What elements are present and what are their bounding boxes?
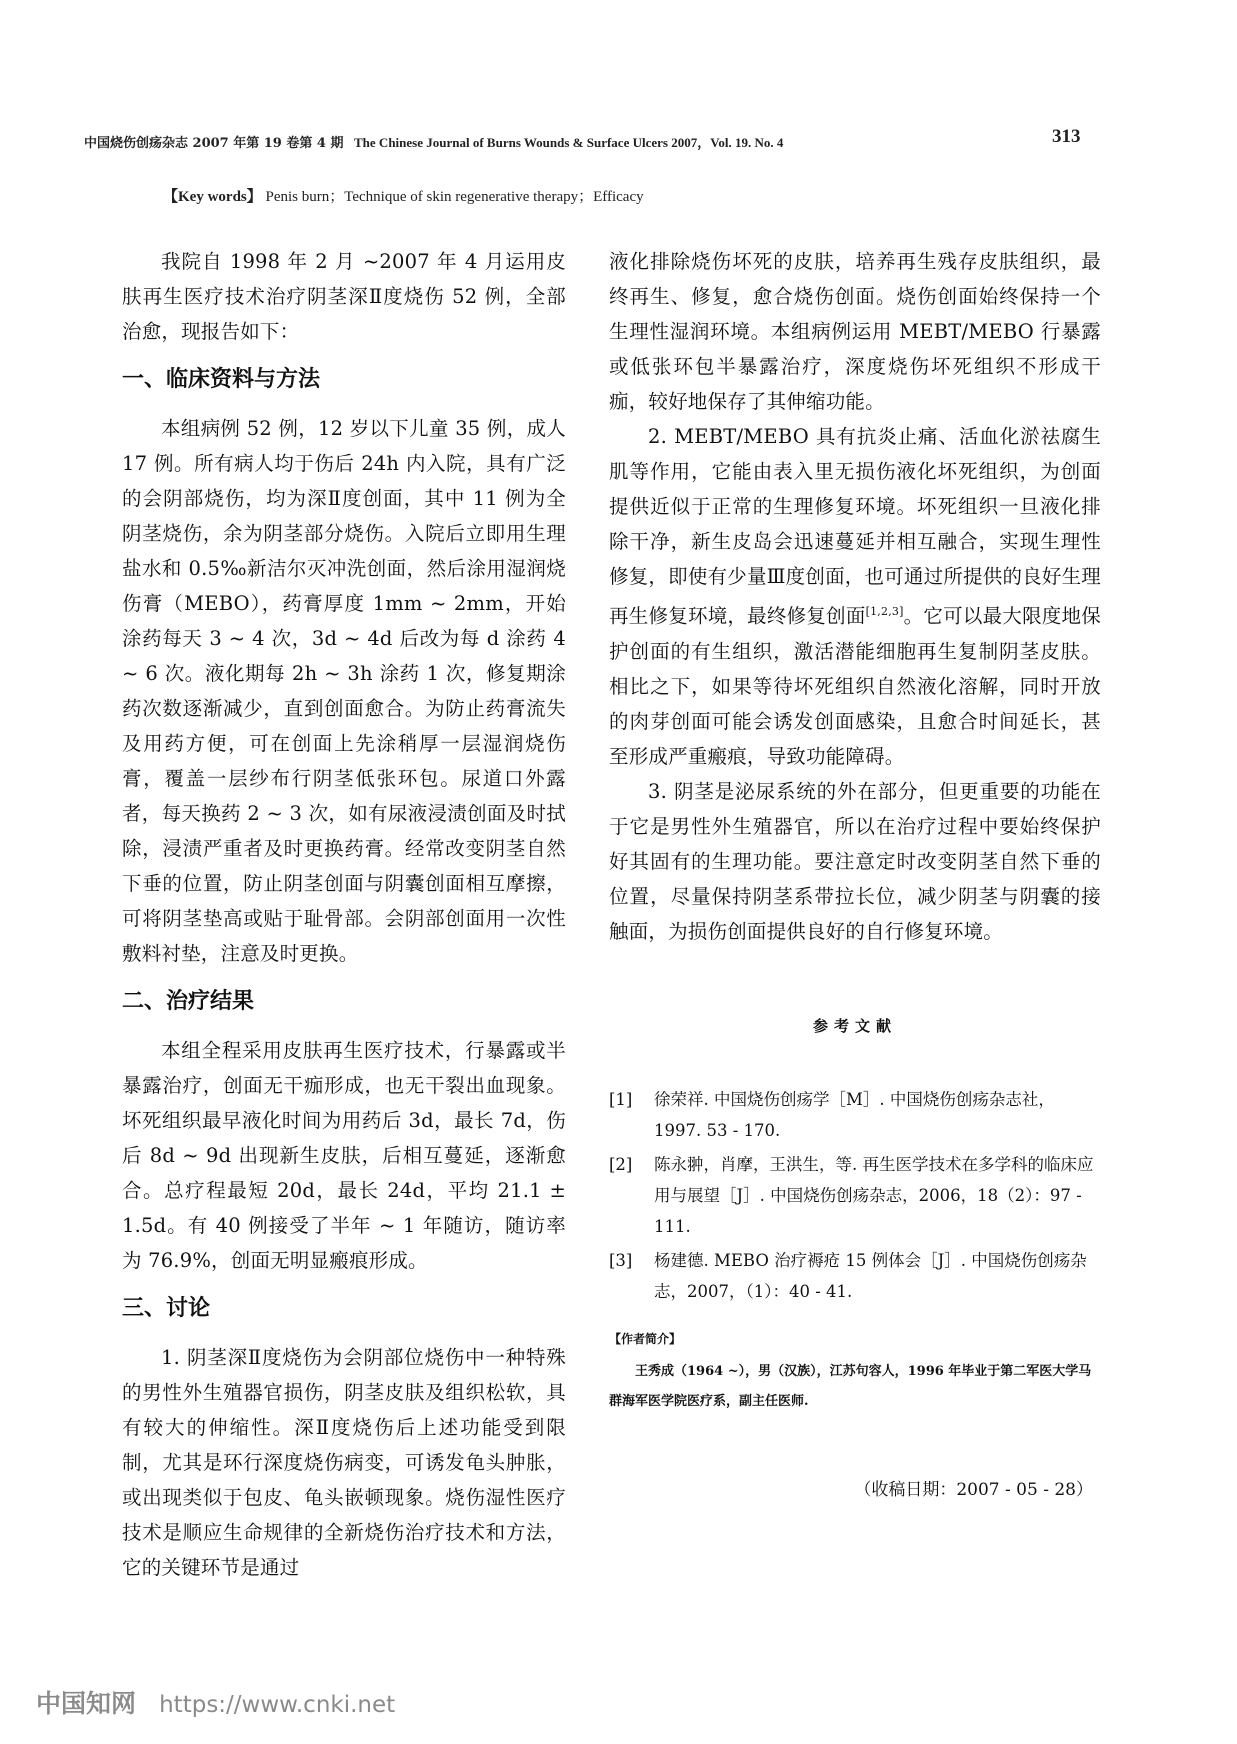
citation-marker: [1,2,3]: [865, 605, 904, 618]
reference-item: [609, 1245, 1101, 1307]
reference-number: [3]: [609, 1250, 633, 1270]
cnki-logo: 中国知网: [36, 1689, 137, 1718]
discussion-paragraph-2-part2: 。它可以最大限度地保护创面的有生组织，激活潜能细胞再生复制阴茎皮肤。相比之下，如果等待坏死组织自然液化溶解，同时开放的肉芽创面可能会诱发创面感染，且愈合时间延长，甚至形成严重瘢痕，导致功能障碍。: [609, 604, 1101, 768]
discussion-paragraph-2-part1: 2. MEBT/MEBO 具有抗炎止痛、活血化淤祛腐生肌等作用，它能由表入里无损伤液化坏死组织，为创面提供近似于正常的生理修复环境。坏死组织一旦液化排除干净，新生皮岛会迅速蔓延并相互融合，实现生理性修复，即使有少量Ⅲ度创面，也可通过所提供的良好生理再生修复环境，最终修复创面: [609, 425, 1101, 628]
reference-number: [2]: [609, 1154, 633, 1174]
reference-number: [1]: [609, 1089, 633, 1109]
references-heading: 参考文献: [812, 1016, 897, 1035]
keywords-text: Penis burn；Technique of skin regenerative therapy；Efficacy: [265, 189, 644, 205]
cnki-url[interactable]: https://www.cnki.net: [159, 1692, 396, 1718]
discussion-paragraph-1: 1. 阴茎深Ⅱ度烧伤为会阴部位烧伤中一种特殊的男性外生殖器官损伤，阴茎皮肤及组织松软，具有较大的伸缩性。深Ⅱ度烧伤后上述功能受到限制，尤其是环行深度烧伤病变，可诱发龟头肿胀，或出现类似于包皮、龟头嵌顿现象。烧伤湿性医疗技术是顺应生命规律的全新烧伤治疗技术和方法，它的关键环节是通过: [122, 1346, 566, 1579]
intro-paragraph: 我院自 1998 年 2 月 ~2007 年 4 月运用皮肤再生医疗技术治疗阴茎深Ⅱ度烧伤 52 例，全部治愈，现报告如下：: [122, 250, 566, 343]
section-heading-discussion: 三、讨论: [122, 1296, 211, 1321]
author-bio-label: 【作者简介】: [609, 1331, 682, 1346]
discussion-paragraph-1-continued: 液化排除烧伤坏死的皮肤，培养再生残存皮肤组织，最终再生、修复，愈合烧伤创面。烧伤创面始终保持一个生理性湿润环境。本组病例运用 MEBT/MEBO 行暴露或低张环包半暴露治疗，深度烧伤坏死组织不形成干痂，较好地保存了其伸缩功能。: [609, 250, 1101, 413]
reference-list: [609, 1084, 1101, 1307]
reference-item: [609, 1084, 1101, 1146]
reference-text: 杨建德. MEBO 治疗褥疮 15 例体会［J］. 中国烧伤创疡杂志，2007，（1）：40 - 41.: [654, 1250, 1087, 1301]
clinical-data-paragraph: 本组病例 52 例，12 岁以下儿童 35 例，成人 17 例。所有病人均于伤后 24h 内入院，具有广泛的会阴部烧伤，均为深Ⅱ度创面，其中 11 例为全阴茎烧伤，余为阴茎部分烧伤。入院后立即用生理盐水和 0.5‰新洁尔灭冲洗创面，然后涂用湿润烧伤膏（MEBO），药膏厚度 1mm ~ 2mm，开始涂药每天 3 ~ 4 次，3d ~ 4d 后改为每 d 涂药 4 ~ 6 次。液化期每 2h ~ 3h 涂药 1 次，修复期涂药次数逐渐减少，直到创面愈合。为防止药膏流失及用药方便，可在创面上先涂稍厚一层湿润烧伤膏，覆盖一层纱布行阴茎低张环包。尿道口外露者，每天换药 2 ~ 3 次，如有尿液浸渍创面及时拭除，浸渍严重者及时更换药膏。经常改变阴茎自然下垂的位置，防止阴茎创面与阴囊创面相互摩擦，可将阴茎垫高或贴于耻骨部。会阴部创面用一次性敷料衬垫，注意及时更换。: [122, 417, 566, 965]
section-heading-results: 二、治疗结果: [122, 989, 255, 1014]
results-paragraph: 本组全程采用皮肤再生医疗技术，行暴露或半暴露治疗，创面无干痂形成，也无干裂出血现象。坏死组织最早液化时间为用药后 3d，最长 7d，伤后 8d ~ 9d 出现新生皮肤，后相互蔓延，逐渐愈合。总疗程最短 20d，最长 24d，平均 21.1 ± 1.5d。有 40 例接受了半年 ~ 1 年随访，随访率为 76.9%，创面无明显瘢痕形成。: [122, 1039, 566, 1272]
running-header: [84, 132, 964, 151]
keywords-label: 【Key words】: [163, 189, 262, 205]
received-date: （收稿日期：2007 - 05 - 28）: [854, 1479, 1093, 1500]
page-number: 313: [1052, 126, 1081, 147]
keywords-line: [163, 185, 644, 206]
right-column: [609, 244, 1101, 1508]
journal-title-cn: 中国烧伤创疡杂志 2007 年第 19 卷第 4 期: [84, 136, 344, 151]
author-bio-text: 王秀成（1964 ~），男（汉族），江苏句容人，1996 年毕业于第二军医大学马群海军医学院医疗系，副主任医师.: [609, 1363, 1092, 1409]
reference-text: 陈永翀，肖摩，王洪生，等. 再生医学技术在多学科的临床应用与展望［J］. 中国烧伤创疡杂志，2006，18（2）：97 - 111.: [654, 1154, 1094, 1236]
journal-title-en: The Chinese Journal of Burns Wounds & Surface Ulcers 2007，Vol. 19. No. 4: [354, 135, 784, 150]
discussion-paragraph-3: 3. 阴茎是泌尿系统的外在部分，但更重要的功能在于它是男性外生殖器官，所以在治疗过程中要始终保护好其固有的生理功能。要注意定时改变阴茎自然下垂的位置，尽量保持阴茎系带拉长位，减少阴茎与阴囊的接触面，为损伤创面提供良好的自行修复环境。: [609, 779, 1101, 943]
cnki-watermark: [36, 1684, 395, 1720]
reference-text: 徐荣祥. 中国烧伤创疡学［M］. 中国烧伤创疡杂志社，1997. 53 - 170.: [654, 1089, 1055, 1140]
section-heading-clinical-data: 一、临床资料与方法: [122, 367, 321, 392]
discussion-paragraph-2: [609, 419, 1101, 774]
reference-item: [609, 1149, 1101, 1242]
left-column: [122, 244, 566, 1585]
